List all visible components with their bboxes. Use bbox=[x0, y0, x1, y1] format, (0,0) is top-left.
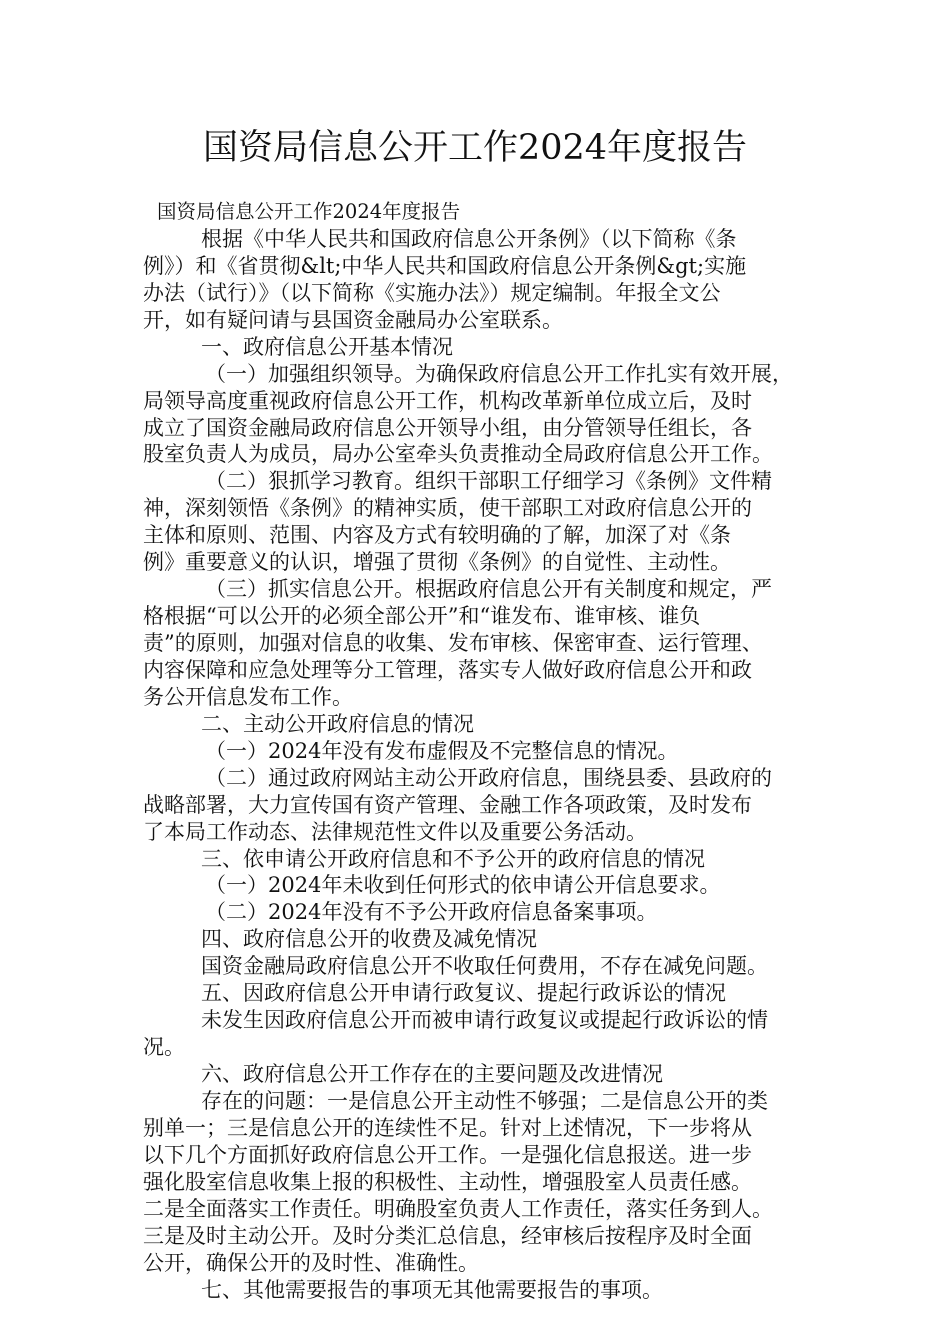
body-text-line: 三、依申请公开政府信息和不予公开的政府信息的情况 bbox=[201, 846, 705, 871]
body-text-line: 了本局工作动态、法律规范性文件以及重要公务活动。 bbox=[143, 819, 647, 844]
body-text-line: 办法（试行）》（以下简称《实施办法》）规定编制。年报全文公 bbox=[143, 280, 721, 305]
body-text-line: （一）2024年没有发布虚假及不完整信息的情况。 bbox=[205, 738, 679, 763]
body-text-line: 局领导高度重视政府信息公开工作，机构改革新单位成立后，及时 bbox=[143, 388, 752, 413]
body-text-line: 成立了国资金融局政府信息公开领导小组，由分管领导任组长，各 bbox=[143, 415, 752, 440]
body-text-line: 战略部署，大力宣传国有资产管理、金融工作各项政策，及时发布 bbox=[143, 792, 752, 817]
body-text-line: 强化股室信息收集上报的积极性、主动性，增强股室人员责任感。 bbox=[143, 1169, 752, 1194]
body-text-line: （一）加强组织领导。为确保政府信息公开工作扎实有效开展， bbox=[205, 361, 793, 386]
body-text-line: （二）通过政府网站主动公开政府信息，围绕县委、县政府的 bbox=[205, 765, 772, 790]
body-text-line: 五、因政府信息公开申请行政复议、提起行政诉讼的情况 bbox=[201, 981, 726, 1006]
body-text-line: （二）2024年没有不予公开政府信息备案事项。 bbox=[205, 900, 658, 925]
body-text-line: 内容保障和应急处理等分工管理，落实专人做好政府信息公开和政 bbox=[143, 657, 752, 682]
document-subtitle: 国资局信息公开工作2024年度报告 bbox=[157, 200, 461, 223]
body-text-line: 格根据“可以公开的必须全部公开”和“谁发布、谁审核、谁负 bbox=[143, 604, 701, 629]
body-text-line: 一、政府信息公开基本情况 bbox=[201, 334, 453, 359]
body-text-line: （三）抓实信息公开。根据政府信息公开有关制度和规定，严 bbox=[205, 577, 772, 602]
body-text-line: 二是全面落实工作责任。明确股室负责人工作责任，落实任务到人。 bbox=[143, 1196, 773, 1221]
body-text-line: 例》）和《省贯彻&lt;中华人民共和国政府信息公开条例&gt;实施 bbox=[143, 253, 747, 278]
document-body bbox=[143, 199, 816, 1303]
body-text-line: 七、其他需要报告的事项无其他需要报告的事项。 bbox=[201, 1277, 663, 1302]
body-text-line: 未发生因政府信息公开而被申请行政复议或提起行政诉讼的情 bbox=[201, 1008, 768, 1033]
body-text-line: 神，深刻领悟《条例》的精神实质，使干部职工对政府信息公开的 bbox=[143, 496, 752, 521]
body-text-line: 六、政府信息公开工作存在的主要问题及改进情况 bbox=[201, 1062, 663, 1086]
body-text-line: 三是及时主动公开。及时分类汇总信息，经审核后按程序及时全面 bbox=[143, 1223, 752, 1248]
body-text-line: 以下几个方面抓好政府信息公开工作。一是强化信息报送。进一步 bbox=[143, 1142, 752, 1167]
body-text-line: 务公开信息发布工作。 bbox=[143, 684, 353, 709]
document-title: 国资局信息公开工作2024年度报告 bbox=[202, 128, 748, 168]
body-text-line: 根据《中华人民共和国政府信息公开条例》（以下简称《条 bbox=[201, 226, 737, 251]
body-text-line: （一）2024年未收到任何形式的依申请公开信息要求。 bbox=[205, 873, 721, 898]
body-text-line: 主体和原则、范围、内容及方式有较明确的了解，加深了对《条 bbox=[143, 523, 731, 548]
body-text-line: 存在的问题：一是信息公开主动性不够强；二是信息公开的类 bbox=[201, 1088, 768, 1113]
body-text-line: 四、政府信息公开的收费及减免情况 bbox=[201, 927, 537, 952]
body-text-line: 股室负责人为成员，局办公室牵头负责推动全局政府信息公开工作。 bbox=[143, 442, 773, 467]
body-text-line: 二、主动公开政府信息的情况 bbox=[201, 711, 474, 736]
body-text-line: 例》重要意义的认识，增强了贯彻《条例》的自觉性、主动性。 bbox=[143, 550, 731, 575]
body-text-line: 公开，确保公开的及时性、准确性。 bbox=[143, 1250, 479, 1275]
body-text-line: 责”的原则，加强对信息的收集、发布审核、保密审查、运行管理、 bbox=[143, 631, 763, 655]
body-text-line: 国资金融局政府信息公开不收取任何费用，不存在减免问题。 bbox=[201, 954, 768, 979]
body-text-line: 别单一；三是信息公开的连续性不足。针对上述情况，下一步将从 bbox=[143, 1115, 752, 1140]
body-text-line: 开，如有疑问请与县国资金融局办公室联系。 bbox=[143, 307, 563, 332]
body-text-line: （二）狠抓学习教育。组织干部职工仔细学习《条例》文件精 bbox=[205, 469, 772, 494]
body-text-line: 况。 bbox=[143, 1035, 185, 1060]
